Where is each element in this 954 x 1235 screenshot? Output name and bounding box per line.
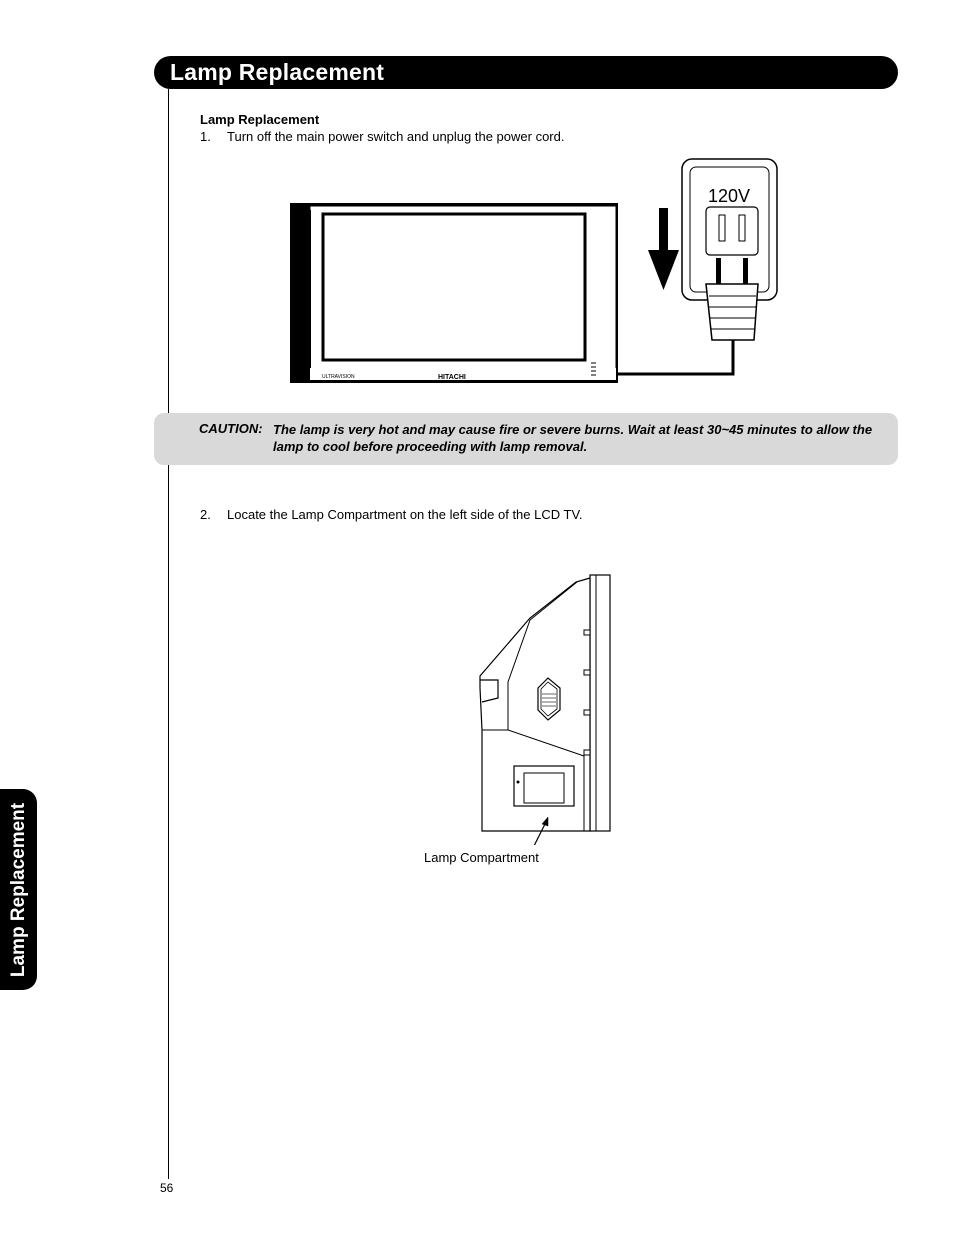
step-1 — [200, 129, 564, 144]
step-number: 1. — [200, 129, 211, 144]
caution-label: CAUTION: — [199, 421, 263, 436]
section-title-bar — [154, 56, 898, 89]
tv-model-text: ULTRAVISION — [322, 374, 355, 380]
lamp-compartment — [514, 766, 574, 806]
tv-side-view-illustration — [470, 570, 620, 845]
side-chapter-tab — [0, 789, 37, 990]
section-heading: Lamp Replacement — [200, 112, 320, 127]
tv-front-panel — [590, 575, 610, 831]
step-number: 2. — [200, 507, 211, 522]
caution-box — [154, 413, 898, 465]
page-number: 56 — [160, 1181, 174, 1195]
tv-power-illustration — [280, 150, 800, 390]
outlet-socket — [706, 207, 758, 255]
power-cord — [618, 340, 733, 374]
unplug-arrow-icon — [648, 208, 679, 290]
voltage-label: 120V — [708, 186, 751, 206]
caution-text: The lamp is very hot and may cause fire or severe burns. Wait at least 30~45 minutes to allow the lamp to cool before proceeding with lamp removal. — [273, 422, 873, 454]
left-margin-rule — [168, 89, 169, 1179]
step-text: Turn off the main power switch and unplug the power cord. — [227, 129, 565, 144]
tv-screen — [323, 214, 585, 360]
side-tab-label: Lamp Replacement — [7, 802, 29, 977]
step-2 — [200, 507, 583, 522]
step-text: Locate the Lamp Compartment on the left side of the LCD TV. — [227, 507, 583, 522]
page-title: Lamp Replacement — [170, 59, 385, 85]
figure-caption: Lamp Compartment — [424, 850, 539, 865]
tv-brand-text: HITACHI — [438, 374, 466, 381]
